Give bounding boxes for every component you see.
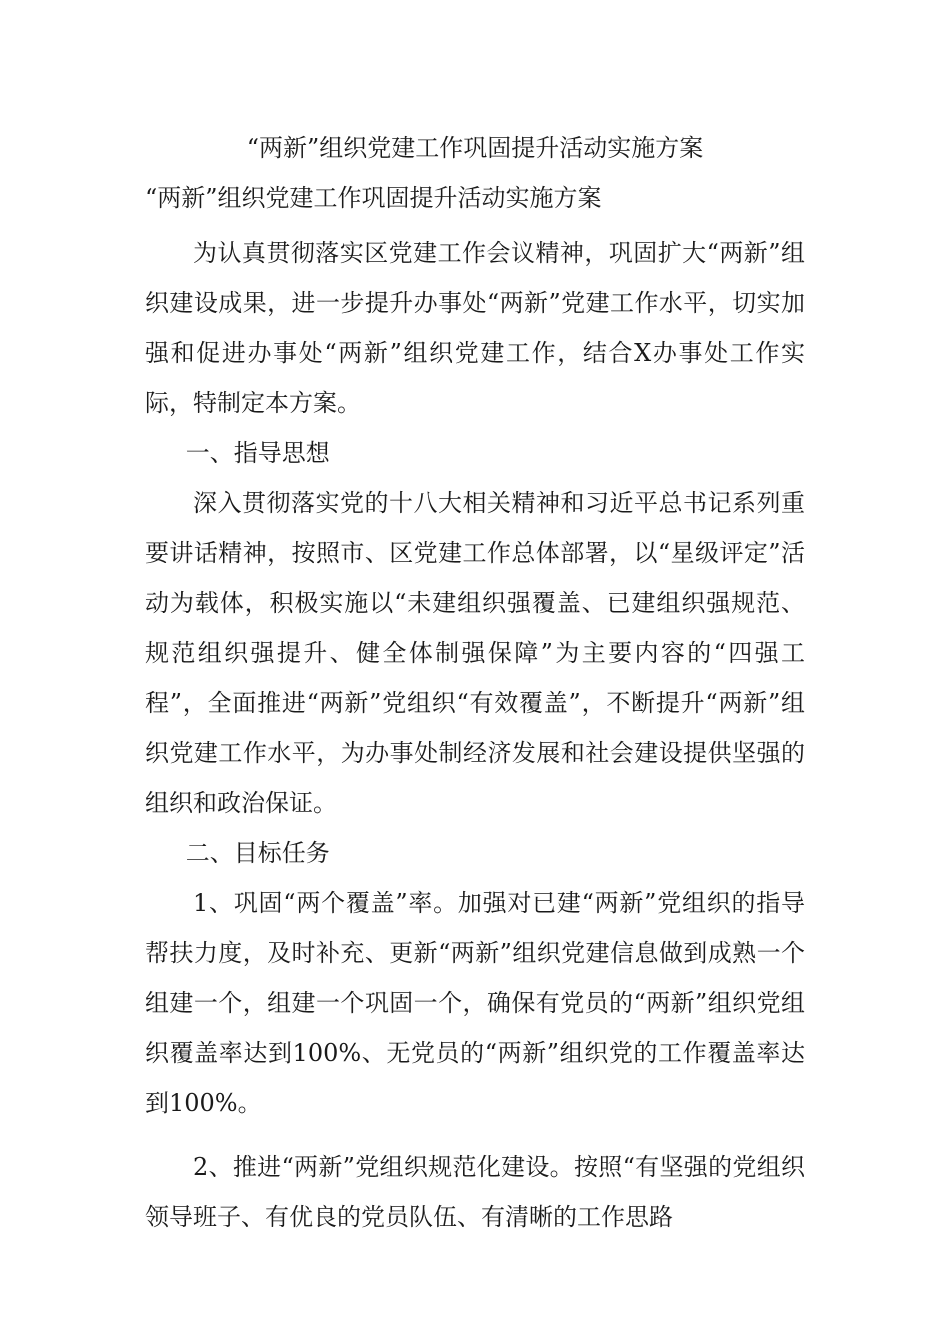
section-heading-guiding-ideology: 一、指导思想 [185,439,330,467]
section-heading-targets: 二、目标任务 [185,839,330,867]
intro-paragraph: 为认真贯彻落实区党建工作会议精神，巩固扩大“两新”组织建设成果，进一步提升办事处“两新”党建工作水平，切实加强和促进办事处“两新”组织党建工作，结合X办事处工作实际，特制定本方案。 [145,239,805,417]
document-body [145,228,805,1242]
target-item-1: 1、巩固“两个覆盖”率。加强对已建“两新”党组织的指导帮扶力度，及时补充、更新“两新”组织党建信息做到成熟一个组建一个，组建一个巩固一个，确保有党员的“两新”组织党组织覆盖率达到100%、无党员的“两新”组织党的工作覆盖率达到100%。 [145,889,805,1117]
document-subtitle: “两新”组织党建工作巩固提升活动实施方案 [145,184,602,212]
guiding-ideology-paragraph: 深入贯彻落实党的十八大相关精神和习近平总书记系列重要讲话精神，按照市、区党建工作总体部署，以“星级评定”活动为载体，积极实施以“未建组织强覆盖、已建组织强规范、规范组织强提升、健全体制强保障”为主要内容的“四强工程”，全面推进“两新”党组织“有效覆盖”，不断提升“两新”组织党建工作水平，为办事处制经济发展和社会建设提供坚强的组织和政治保证。 [145,489,805,817]
target-item-2: 2、推进“两新”党组织规范化建设。按照“有坚强的党组织领导班子、有优良的党员队伍、有清晰的工作思路 [145,1153,805,1231]
document-title: “两新”组织党建工作巩固提升活动实施方案 [246,134,704,162]
